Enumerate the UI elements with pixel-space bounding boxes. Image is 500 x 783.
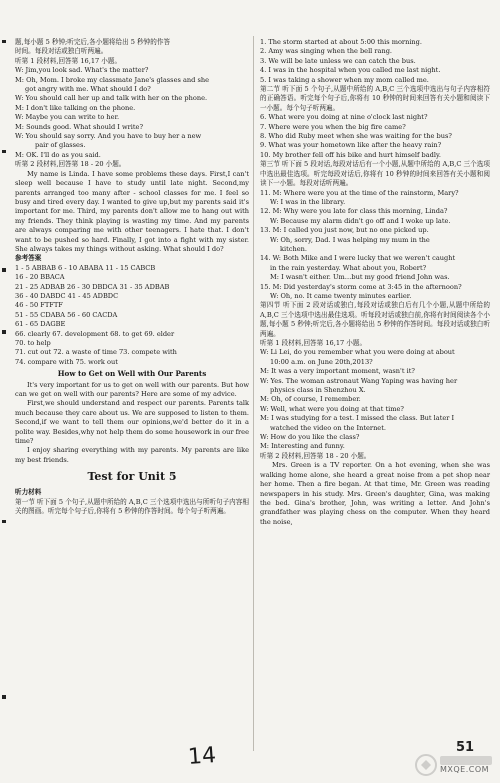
dialog-line: M: It was a very important moment, wasn't it?	[260, 367, 415, 376]
section-instructions: 第三节 听下面 5 段对话,每段对话后有一个小题,从题中所给的 A,B,C 三个选项中选出最佳选项。听完每段对话后,你将有 10 秒钟的时间来回答有关小题和阅读下一小题。每段对话听两遍。	[260, 160, 490, 188]
answer-title: 参考答案	[15, 254, 42, 263]
binding-mark	[2, 40, 6, 43]
short-dialog-question: 13. M: I called you just now, but no one picked up.	[260, 226, 429, 235]
binding-mark	[2, 695, 6, 699]
short-dialog-answer: W: Oh, sorry, Dad. I was helping my mum in the	[270, 235, 430, 244]
essay-title: How to Get on Well with Our Parents	[57, 369, 207, 379]
dialog-line: physics class in Shenzhou X.	[270, 386, 366, 395]
listening-header: 听第 1 段材料,回答第 16,17 小题。	[260, 339, 367, 347]
dialog-line: W: How do you like the class?	[260, 433, 360, 442]
watermark-text: MXQE.COM	[440, 765, 490, 774]
question-line: 10. My brother fell off his bike and hurt himself badly.	[260, 150, 441, 159]
listening-header: 听第 2 段材料,回答第 18 - 20 小题。	[260, 451, 371, 460]
answer-line: 16 - 20 BBACA	[15, 273, 65, 282]
short-dialog-answer: kitchen.	[280, 244, 307, 253]
dialog-line: M: I was studying for a test. I missed the class. But later I	[260, 414, 455, 423]
short-dialog-answer: W: Oh, no. It came twenty minutes earlier.	[270, 291, 412, 300]
short-dialog-question: 15. M: Did yesterday's storm come at 3:45 in the afternoon?	[260, 282, 462, 291]
short-dialog-question: 12. M: Why were you late for class this morning, Linda?	[260, 207, 448, 216]
dialog-line: M: Sounds good. What should I write?	[15, 122, 143, 131]
essay-paragraph: First,we should understand and respect our parents. Parents talk much because they care about us. We are supposed to listen to them. Second,if we want to tell them our opinions,we'd better do it in a polite way. Besides,why not help them do some housework in our free time?	[15, 399, 249, 446]
dialog-line: M: Oh, Mom. I broke my classmate Jane's glasses and she	[15, 75, 209, 84]
answer-line: 36 - 40 DABDC 41 - 45 ADBDC	[15, 291, 119, 300]
binding-mark	[2, 150, 6, 153]
dialog-line: M: Interesting and funny.	[260, 442, 345, 451]
intro-line: 题,每小题 5 秒钟;听完后,各小题将给出 5 秒钟的作答	[15, 38, 171, 46]
sentence-line: 3. We will be late unless we can catch the bus.	[260, 56, 416, 65]
question-line: 7. Where were you when the big fire came?	[260, 122, 406, 131]
listening-header: 听第 1 段材料,回答第 16,17 小题。	[15, 56, 122, 65]
dialog-line: W: You should say sorry. And you have to buy her a new	[15, 132, 202, 141]
question-line: 8. Who did Ruby meet when she was waiting for the bus?	[260, 132, 452, 141]
answer-line: 70. to help	[15, 339, 51, 347]
sentence-line: 1. The storm started at about 5:00 this morning.	[260, 38, 422, 46]
dialog-line: watched the video on the Internet.	[270, 423, 386, 432]
dialog-line: W: Well, what were you doing at that time?	[260, 404, 404, 413]
answer-line: 46 - 50 FTFTF	[15, 301, 63, 310]
dialog-line: M: Oh, of course, I remember.	[260, 395, 361, 404]
section-instructions: 第四节 听下面 2 段对话或独白,每段对话或独白后有几个小题,从题中所给的 A,B,C 三个选项中选出最佳选项。听每段对话或独白前,你将有时间阅读各个小题,每小题 5 秒钟;听完后,各小题将给出 5 秒钟的作答时间。每段对话或独白听两遍。	[260, 301, 490, 338]
short-dialog-answer: W: I was in the library.	[270, 197, 346, 206]
dialog-line: pair of glasses.	[35, 141, 86, 150]
section-title: 听力材料	[15, 488, 42, 497]
short-dialog-answer: M: I wasn't either. Um…but my good friend John was.	[270, 273, 450, 282]
dialog-line: W: Jim,you look sad. What's the matter?	[15, 66, 149, 75]
story-text: Mrs. Green is a TV reporter. On a hot evening, when she was walking home alone, she heard a great noise from a pet shop near her home. Then a fire began. At that time, Mr. Green was reading newspapers in his study. Mrs. Green's daughter, Gina, was making the bed. Gina's brother, John, was writing a letter. And John's grandfather was playing chess on the computer. When they heard the noise,	[260, 461, 490, 526]
listening-header: 听第 2 段材料,回答第 18 - 20 小题。	[15, 160, 126, 169]
left-column	[15, 38, 249, 517]
test-title: Test for Unit 5	[87, 470, 177, 484]
essay-paragraph: It's very important for us to get on well with our parents. But how can we get on well with our parents? Here are some of my advice.	[15, 380, 249, 399]
intro-line: 时间。每段对话或独白听两遍。	[15, 47, 108, 56]
short-dialog-answer: W: Because my alarm didn't go off and I woke up late.	[270, 216, 451, 225]
dialog-line: W: Yes. The woman astronaut Wang Yaping was having her	[260, 376, 458, 385]
answer-line: 61 - 65 DAGBE	[15, 320, 66, 329]
short-dialog-question: 11. M: Where were you at the time of the rainstorm, Mary?	[260, 188, 459, 197]
dialog-line: W: Li Lei, do you remember what you were doing at about	[260, 348, 455, 357]
sentence-line: 5. I was taking a shower when my mom called me.	[260, 75, 429, 84]
short-dialog-question: 14. W: Both Mike and I were lucky that we weren't caught	[260, 254, 456, 263]
answer-line: 66. clearly 67. development 68. to get 69. elder	[15, 329, 175, 338]
answer-line: 74. compare with 75. work out	[15, 357, 118, 366]
sentence-line: 2. Amy was singing when the bell rang.	[260, 47, 393, 56]
answer-line: 71. cut out 72. a waste of time 73. compete with	[15, 348, 177, 357]
binding-mark	[2, 268, 6, 272]
right-column	[260, 38, 490, 527]
dialog-line: W: You should call her up and talk with her on the phone.	[15, 94, 208, 103]
section-instructions: 第二节 听下面 5 个句子,从题中所给的 A,B,C 三个选项中选出与句子内容相符的正确答语。听完每个句子后,你将有 10 秒钟的时间来回答有关小题和阅读下一小题。每个句子听两遍。	[260, 85, 490, 112]
sentence-line: 4. I was in the hospital when you called me last night.	[260, 66, 441, 75]
dialog-line: 10:00 a.m. on June 20th,2013?	[270, 357, 373, 366]
binding-mark	[2, 520, 6, 523]
dialog-line: got angry with me. What should I do?	[25, 85, 151, 94]
essay-paragraph: I enjoy sharing everything with my parents. My parents are like my best friends.	[15, 446, 249, 464]
column-divider	[253, 36, 254, 751]
answer-line: 21 - 25 ADBAB 26 - 30 DBDCA 31 - 35 ADBAB	[15, 282, 170, 291]
dialog-line: M: OK. I'll do as you said.	[15, 150, 101, 159]
corner-page-mark: 51	[456, 740, 475, 755]
answer-line: 51 - 55 CDABA 56 - 60 CACDA	[15, 310, 118, 319]
dialog-line: M: I don't like talking on the phone.	[15, 103, 136, 112]
dialog-line: W: Maybe you can write to her.	[15, 113, 120, 122]
section-instructions: 第一节 听下面 5 个句子,从题中所给的 A,B,C 三个选项中选出与所听句子内容相关的图画。听完每个句子后,你将有 5 秒钟的作答时间。每个句子听两遍。	[15, 497, 249, 516]
question-line: 9. What was your hometown like after the heavy rain?	[260, 141, 442, 150]
answer-line: 1 - 5 ABBAB 6 - 10 ABABA 11 - 15 CABCB	[15, 263, 156, 272]
monologue-text: My name is Linda. I have some problems these days. First,I can't sleep well because I have to study until late night. Second,my parents arranged too many after - school classes for me. I feel so busy and tired every day. I wanted to give up,but my parents said it's important for me. Third, my parents don't allow me to hang out with my friends. They think playing is wasting my time. And my parents are always comparing me with other teenagers. I hate that. I don't want to be pushed so hard. Finally, I got into a fight with my sister. She always takes my things without asking. What should I do?	[15, 169, 249, 253]
question-line: 6. What were you doing at nine o'clock last night?	[260, 113, 428, 122]
binding-mark	[2, 330, 6, 334]
handwritten-page-number: 14	[187, 743, 217, 770]
short-dialog-answer: in the rain yesterday. What about you, Robert?	[270, 263, 427, 272]
